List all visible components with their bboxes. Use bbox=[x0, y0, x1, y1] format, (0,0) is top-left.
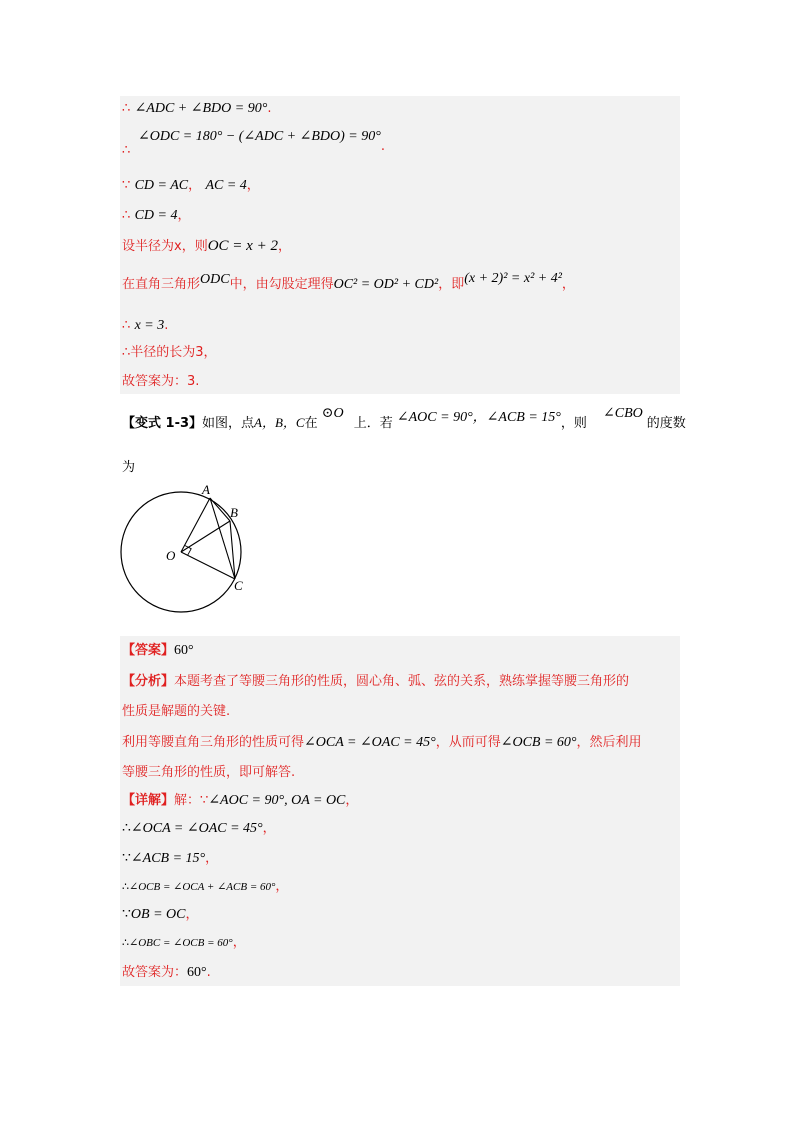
solution-line-4: ∴ CD = 4， bbox=[122, 208, 191, 223]
detail-line-1: 【详解】解：∵∠AOC = 90°, OA = OC， bbox=[122, 793, 359, 808]
label-a: A bbox=[202, 482, 210, 497]
analysis-line-2: 性质是解题的关键. bbox=[122, 704, 231, 719]
problem-statement: 【变式 1-3】如图，点A，B，C在 ⊙O 上．若 ∠AOC = 90°，∠ACB = 15°，则 ∠CBO的度数 bbox=[122, 406, 686, 431]
circle-figure bbox=[116, 478, 266, 618]
label-c: C bbox=[234, 578, 243, 593]
solution-line-2: ∠ODC = 180° − (∠ADC + ∠BDO) = 90°. bbox=[138, 129, 385, 154]
answer-line: 【答案】60° bbox=[122, 643, 194, 658]
solution-line-9: 故答案为：3. bbox=[122, 374, 200, 389]
analysis-line-3: 利用等腰直角三角形的性质可得∠OCA = ∠OAC = 45°，从而可得∠OCB = 60°，然后利用 bbox=[122, 735, 642, 750]
detail-line-3: ∵∠ACB = 15°， bbox=[122, 851, 219, 866]
analysis-line-1: 【分析】本题考查了等腰三角形的性质，圆心角、弧、弦的关系，熟练掌握等腰三角形的 bbox=[122, 674, 630, 689]
analysis-line-4: 等腰三角形的性质，即可解答. bbox=[122, 765, 296, 780]
solution-line-6: 在直角三角形ODC中，由勾股定理得OC² = OD² + CD²，即(x + 2)² = x² + 4²， bbox=[122, 271, 575, 292]
segment-oc bbox=[181, 552, 235, 579]
detail-line-5: ∵OB = OC， bbox=[122, 907, 199, 922]
solution-line-8: ∴半径的长为3， bbox=[122, 345, 217, 360]
detail-line-4: ∴∠OCB = ∠OCA + ∠ACB = 60°， bbox=[122, 879, 289, 894]
detail-line-2: ∴∠OCA = ∠OAC = 45°， bbox=[122, 821, 276, 836]
solution-line-7: ∴ x = 3. bbox=[122, 318, 169, 333]
solution-line-2-sym: ∴ bbox=[122, 143, 131, 158]
detail-line-6: ∴∠OBC = ∠OCB = 60°， bbox=[122, 935, 246, 950]
label-b: B bbox=[230, 505, 238, 520]
problem-statement-cont: 为 bbox=[122, 460, 136, 475]
solution-line-3: ∵ CD = AC， AC = 4， bbox=[122, 178, 260, 193]
label-o: O bbox=[166, 548, 176, 563]
detail-final: 故答案为：60°. bbox=[122, 965, 211, 980]
segment-oa bbox=[181, 498, 210, 552]
solution-line-5: 设半径为x，则OC = x + 2， bbox=[122, 238, 291, 254]
solution-line-1: ∴ ∠ADC + ∠BDO = 90°. bbox=[122, 101, 272, 116]
